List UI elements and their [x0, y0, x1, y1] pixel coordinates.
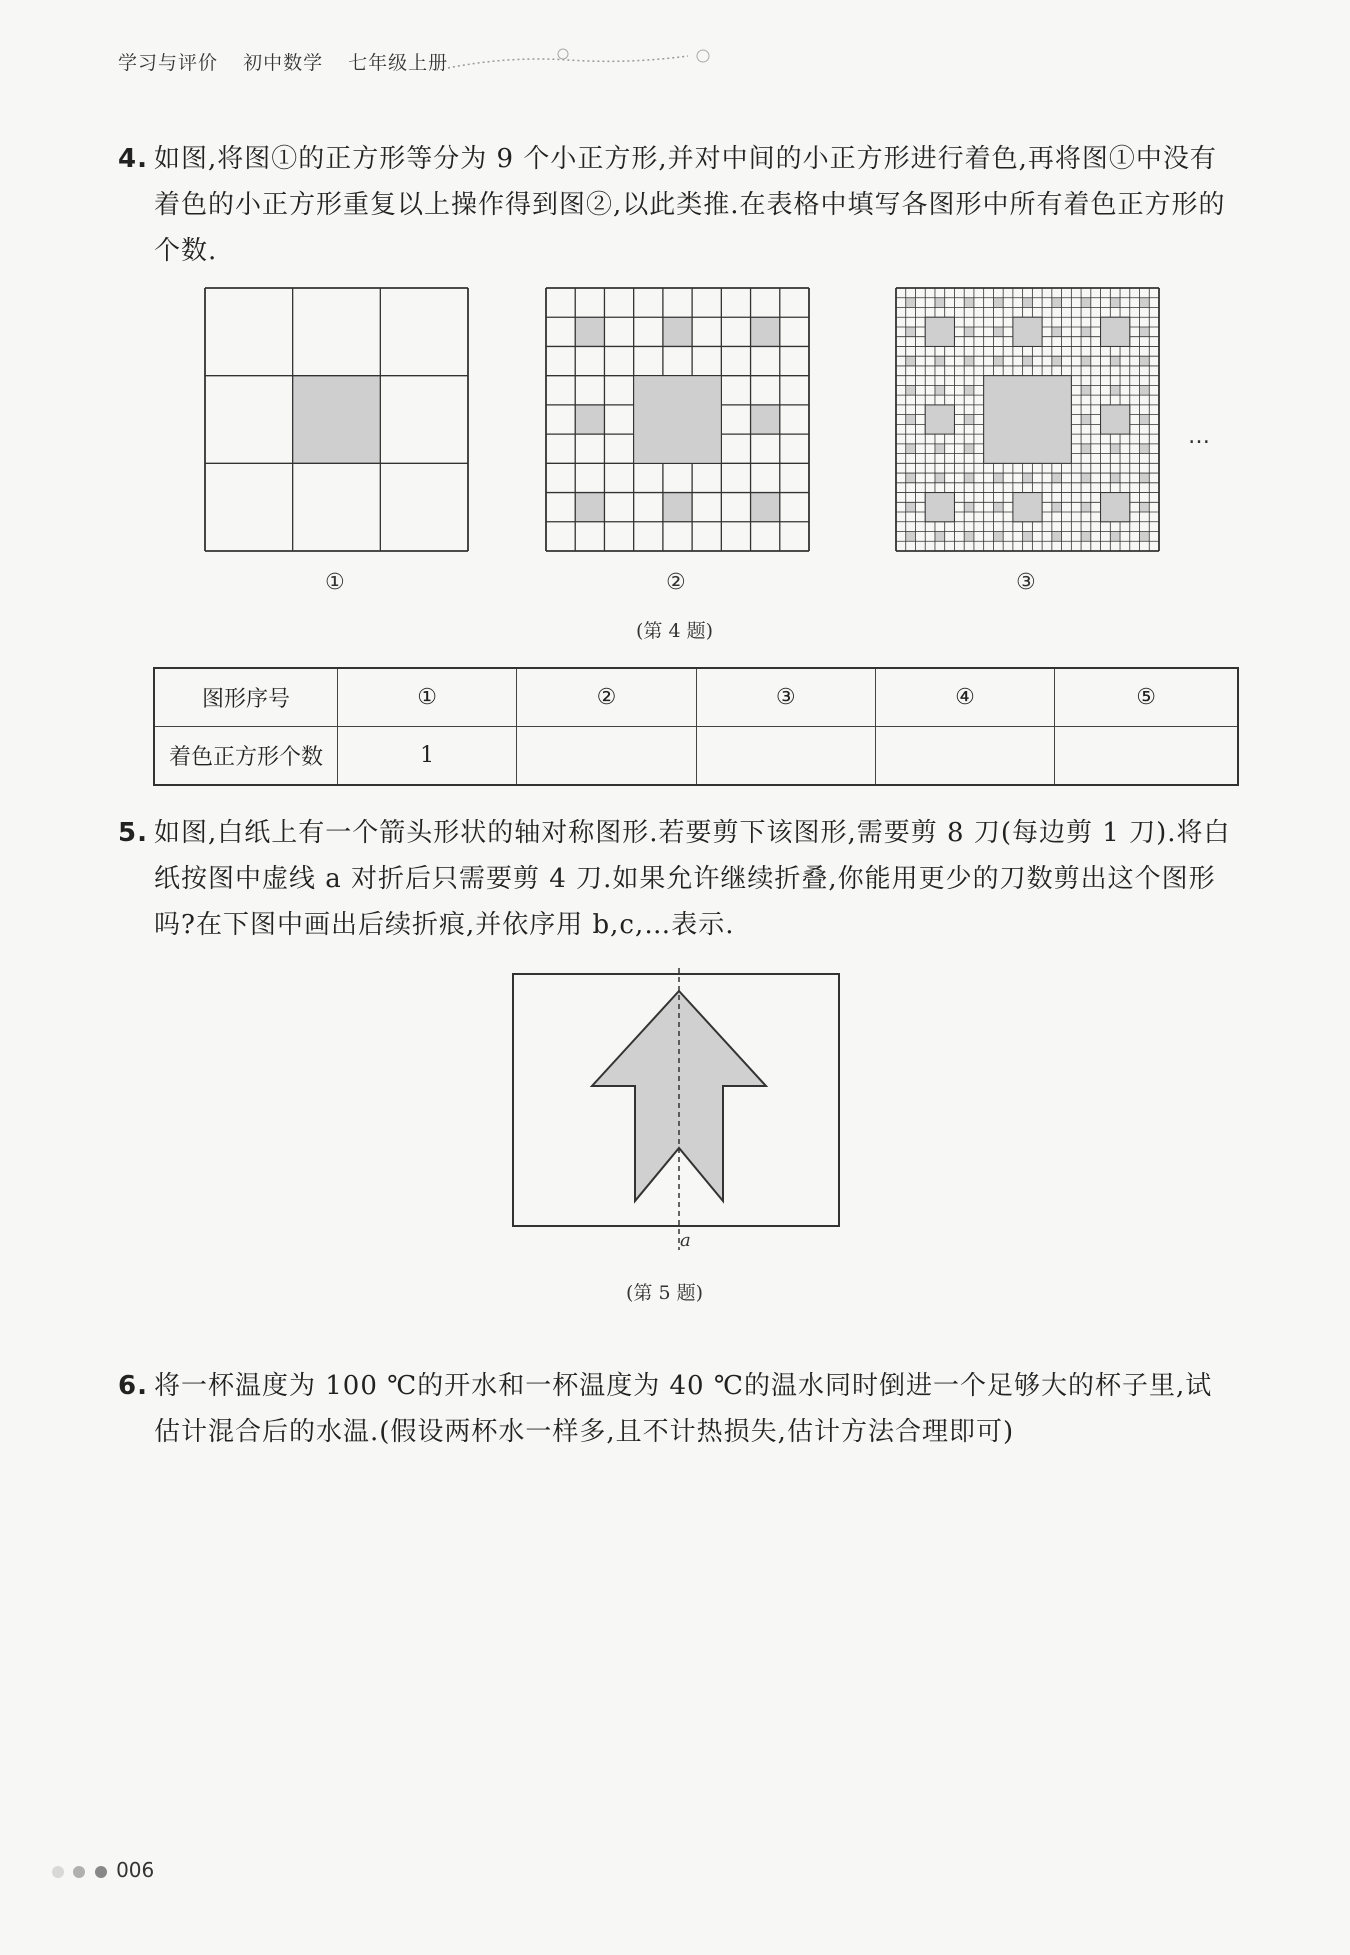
table-cell: ① — [338, 668, 517, 727]
question-4 — [118, 136, 1238, 274]
shaded-square — [1052, 502, 1062, 512]
shaded-square — [1140, 385, 1150, 395]
figure-3-grid — [896, 288, 1159, 551]
shaded-square — [964, 298, 974, 308]
answer-table — [153, 667, 1239, 786]
shaded-square — [634, 376, 722, 464]
shaded-square — [1023, 356, 1033, 366]
question-number: 4. — [118, 144, 148, 174]
table-cell: 1 — [338, 727, 517, 786]
shaded-square — [1110, 298, 1120, 308]
figure-1-grid — [205, 288, 468, 551]
shaded-square — [964, 356, 974, 366]
shaded-square — [1023, 473, 1033, 483]
shaded-square — [575, 317, 604, 346]
question-6 — [118, 1363, 1238, 1455]
shaded-square — [993, 356, 1003, 366]
shaded-square — [906, 327, 916, 337]
figure-caption-q5: (第 5 题) — [626, 1282, 703, 1304]
shaded-square — [993, 473, 1003, 483]
page-footer — [52, 1858, 154, 1882]
table-cell: ② — [517, 668, 696, 727]
shaded-square — [1110, 473, 1120, 483]
running-header — [118, 48, 466, 75]
shaded-square — [751, 317, 780, 346]
shaded-square — [993, 502, 1003, 512]
shaded-square — [293, 376, 381, 464]
shaded-square — [906, 298, 916, 308]
shaded-square — [1101, 493, 1130, 522]
shaded-square — [925, 317, 954, 346]
shaded-square — [575, 493, 604, 522]
shaded-square — [935, 356, 945, 366]
shaded-square — [1052, 473, 1062, 483]
header-book: 学习与评价 — [118, 52, 219, 74]
shaded-square — [906, 385, 916, 395]
shaded-square — [1140, 532, 1150, 542]
shaded-square — [935, 444, 945, 454]
shaded-square — [751, 493, 780, 522]
shaded-square — [1081, 444, 1091, 454]
shaded-square — [1140, 473, 1150, 483]
shaded-square — [906, 502, 916, 512]
shaded-square — [964, 502, 974, 512]
shaded-square — [1081, 473, 1091, 483]
question-text: 将一杯温度为 100 ℃的开水和一杯温度为 40 ℃的温水同时倒进一个足够大的杯子里,试估计混合后的水温.(假设两杯水一样多,且不计热损失,估计方法合理即可) — [154, 1371, 1213, 1447]
figure-caption-q4: (第 4 题) — [636, 620, 713, 642]
shaded-square — [964, 385, 974, 395]
figure-label-3: ③ — [1016, 570, 1036, 595]
shaded-square — [1110, 444, 1120, 454]
shaded-square — [1101, 317, 1130, 346]
shaded-square — [1101, 405, 1130, 434]
shaded-square — [1081, 298, 1091, 308]
shaded-square — [906, 532, 916, 542]
shaded-square — [1081, 532, 1091, 542]
shaded-square — [1081, 356, 1091, 366]
answer-cell[interactable] — [517, 727, 696, 786]
shaded-square — [935, 473, 945, 483]
shaded-square — [1110, 532, 1120, 542]
shaded-square — [984, 376, 1072, 464]
axis-label-a: a — [680, 1230, 691, 1251]
shaded-square — [964, 444, 974, 454]
shaded-square — [935, 385, 945, 395]
answer-cell[interactable] — [875, 727, 1054, 786]
shaded-square — [1140, 356, 1150, 366]
shaded-square — [925, 493, 954, 522]
question-number: 5. — [118, 818, 148, 848]
shaded-square — [1081, 502, 1091, 512]
table-cell: ④ — [875, 668, 1054, 727]
shaded-square — [1140, 444, 1150, 454]
page-number: 006 — [116, 1858, 155, 1882]
table-cell: ③ — [696, 668, 875, 727]
header-subject: 初中数学 — [243, 52, 324, 74]
question-number: 6. — [118, 1371, 148, 1401]
header-grade: 七年级上册 — [348, 52, 449, 74]
shaded-square — [1140, 298, 1150, 308]
shaded-square — [906, 473, 916, 483]
figure-label-1: ① — [325, 570, 345, 595]
shaded-square — [1023, 532, 1033, 542]
shaded-square — [964, 415, 974, 425]
shaded-square — [663, 317, 692, 346]
shaded-square — [1110, 356, 1120, 366]
shaded-square — [1052, 298, 1062, 308]
question-5 — [118, 810, 1238, 948]
question-text: 如图,白纸上有一个箭头形状的轴对称图形.若要剪下该图形,需要剪 8 刀(每边剪 1 刀).将白纸按图中虚线 a 对折后只需要剪 4 刀.如果允许继续折叠,你能用更少的刀数剪出这个图形吗?在下图中画出后续折痕,并依序用 b,c,…表示. — [154, 818, 1231, 940]
shaded-square — [1140, 502, 1150, 512]
row-header-index: 图形序号 — [154, 668, 338, 727]
arrow-figure — [510, 968, 850, 1268]
shaded-square — [993, 327, 1003, 337]
shaded-square — [993, 298, 1003, 308]
shaded-square — [1052, 356, 1062, 366]
shaded-square — [1081, 415, 1091, 425]
shaded-square — [993, 532, 1003, 542]
shaded-square — [906, 356, 916, 366]
ellipsis: … — [1188, 424, 1210, 449]
footer-dot — [52, 1866, 64, 1878]
header-decoration — [448, 46, 748, 76]
row-header-count: 着色正方形个数 — [154, 727, 338, 786]
answer-cell[interactable] — [696, 727, 875, 786]
table-row — [154, 668, 1238, 727]
shaded-square — [1023, 298, 1033, 308]
table-cell: ⑤ — [1055, 668, 1238, 727]
shaded-square — [964, 327, 974, 337]
shaded-square — [964, 532, 974, 542]
shaded-square — [906, 444, 916, 454]
table-row — [154, 727, 1238, 786]
figure-2-grid — [546, 288, 809, 551]
figure-label-2: ② — [666, 570, 686, 595]
shaded-square — [906, 415, 916, 425]
shaded-square — [1140, 415, 1150, 425]
shaded-square — [935, 532, 945, 542]
shaded-square — [925, 405, 954, 434]
answer-cell[interactable] — [1055, 727, 1238, 786]
shaded-square — [1110, 385, 1120, 395]
shaded-square — [1013, 493, 1042, 522]
shaded-square — [751, 405, 780, 434]
shaded-square — [1140, 327, 1150, 337]
shaded-square — [1052, 327, 1062, 337]
shaded-square — [1081, 385, 1091, 395]
question-text: 如图,将图①的正方形等分为 9 个小正方形,并对中间的小正方形进行着色,再将图①中没有着色的小正方形重复以上操作得到图②,以此类推.在表格中填写各图形中所有着色正方形的个数. — [154, 144, 1226, 266]
shaded-square — [663, 493, 692, 522]
footer-dot — [95, 1866, 107, 1878]
footer-dot — [73, 1866, 85, 1878]
shaded-square — [935, 298, 945, 308]
shaded-square — [575, 405, 604, 434]
shaded-square — [1052, 532, 1062, 542]
shaded-square — [964, 473, 974, 483]
shaded-square — [1081, 327, 1091, 337]
shaded-square — [1013, 317, 1042, 346]
